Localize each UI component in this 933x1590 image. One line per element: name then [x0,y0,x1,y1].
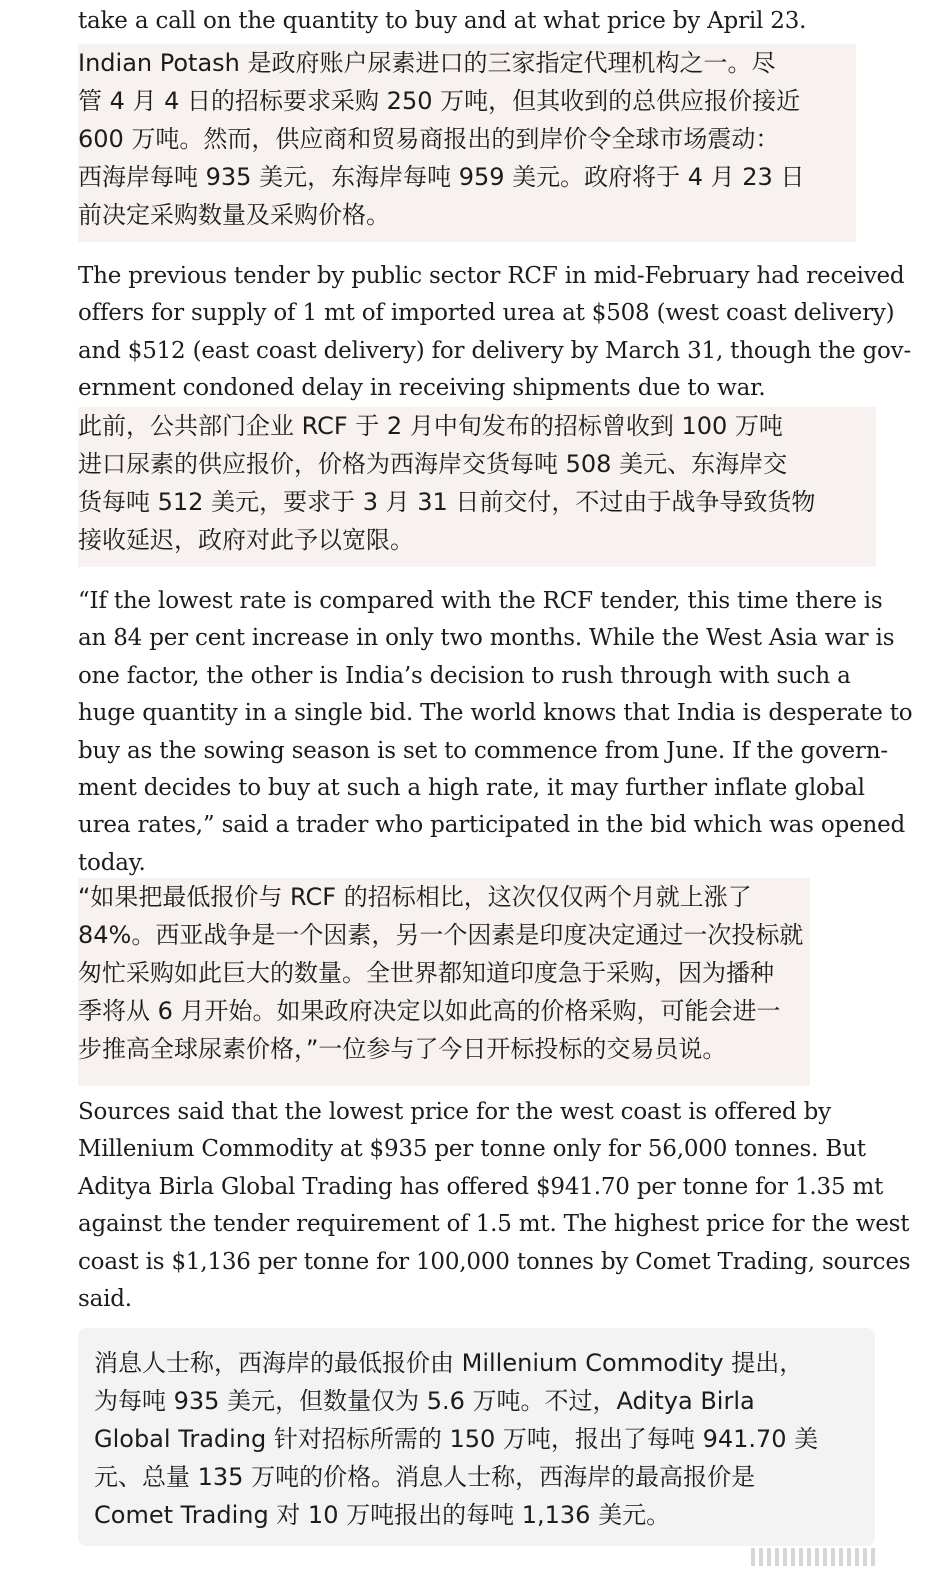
text-line: “如果把最低报价与 RCF 的招标相比，这次仅仅两个月就上涨了 [78,883,752,911]
text-line: Comet Trading 对 10 万吨报出的每吨 1,136 美元。 [94,1501,671,1529]
text-line: 前决定采购数量及采购价格。 [78,201,390,229]
text-line: Indian Potash 是政府账户尿素进口的三家指定代理机构之一。尽 [78,49,776,77]
text-line: huge quantity in a single bid. The world knows that India is desperate to [78,700,913,727]
chinese-paragraph [78,407,815,559]
text-line: 84%。西亚战争是一个因素，另一个因素是印度决定通过一次投标就 [78,921,804,949]
text-line: one factor, the other is India’s decision to rush through with such a [78,662,851,689]
text-line: 步推高全球尿素价格，”一位参与了今日开标投标的交易员说。 [78,1035,727,1063]
text-line: 元、总量 135 万吨的价格。消息人士称，西海岸的最高报价是 [94,1463,756,1491]
text-line: 货每吨 512 美元，要求于 3 月 31 日前交付，不过由于战争导致货物 [78,488,816,516]
text-line: said. [78,1286,132,1313]
text-line: 管 4 月 4 日的招标要求采购 250 万吨，但其收到的总供应报价接近 [78,87,801,115]
text-line: and $512 (east coast delivery) for delivery by March 31, though the gov- [78,337,912,364]
text-line: “If the lowest rate is compared with the RCF tender, this time there is [78,588,883,614]
text-line: 进口尿素的供应报价，价格为西海岸交货每吨 508 美元、东海岸交 [78,450,788,478]
text-line: 此前，公共部门企业 RCF 于 2 月中旬发布的招标曾收到 100 万吨 [78,412,783,440]
text-line: The previous tender by public sector RCF in mid-February had received [78,263,905,289]
text-line: offers for supply of 1 mt of imported urea at $508 (west coast delivery) [78,300,895,327]
text-line: Millenium Commodity at $935 per tonne only for 56,000 tonnes. But [78,1136,866,1163]
english-paragraph [78,1094,911,1318]
english-paragraph [78,3,878,40]
english-paragraph [78,258,912,408]
chinese-paragraph [78,878,803,1068]
text-line: an 84 per cent increase in only two months. While the West Asia war is [78,625,895,652]
text-line: ernment condoned delay in receiving shipments due to war. [78,375,766,402]
text-line: 季将从 6 月开始。如果政府决定以如此高的价格采购，可能会进一 [78,997,781,1025]
text-line: 西海岸每吨 935 美元，东海岸每吨 959 美元。政府将于 4 月 23 日 [78,163,805,191]
text-line: 消息人士称，西海岸的最低报价由 Millenium Commodity 提出， [94,1349,804,1377]
text-line: buy as the sowing season is set to commence from June. If the govern- [78,737,888,764]
text-line: ment decides to buy at such a high rate, it may further inflate global [78,775,865,802]
text-line: 为每吨 935 美元，但数量仅为 5.6 万吨。不过，Aditya Birla [94,1387,755,1415]
text-line: Global Trading 针对招标所需的 150 万吨，报出了每吨 941.70 美 [94,1425,819,1453]
text-line: Aditya Birla Global Trading has offered $941.70 per tonne for 1.35 mt [78,1173,884,1200]
chinese-paragraph [78,44,804,234]
text-line: against the tender requirement of 1.5 mt. The highest price for the west [78,1211,910,1238]
chinese-paragraph [94,1344,818,1534]
text-line: today. [78,849,146,876]
text-line: coast is $1,136 per tonne for 100,000 tonnes by Comet Trading, sources [78,1248,911,1275]
text-line: urea rates,” said a trader who participated in the bid which was opened [78,812,906,839]
translation-box [78,1328,875,1546]
watermark-bars-icon [751,1544,911,1570]
text-line: 接收延迟，政府对此予以宽限。 [78,526,414,554]
text-line: Sources said that the lowest price for the west coast is offered by [78,1099,831,1125]
text-line: take a call on the quantity to buy and at what price by April 23. [78,8,807,34]
text-line: 匆忙采购如此巨大的数量。全世界都知道印度急于采购，因为播种 [78,959,774,987]
text-line: 600 万吨。然而，供应商和贸易商报出的到岸价令全球市场震动： [78,125,780,153]
english-paragraph [78,583,913,882]
